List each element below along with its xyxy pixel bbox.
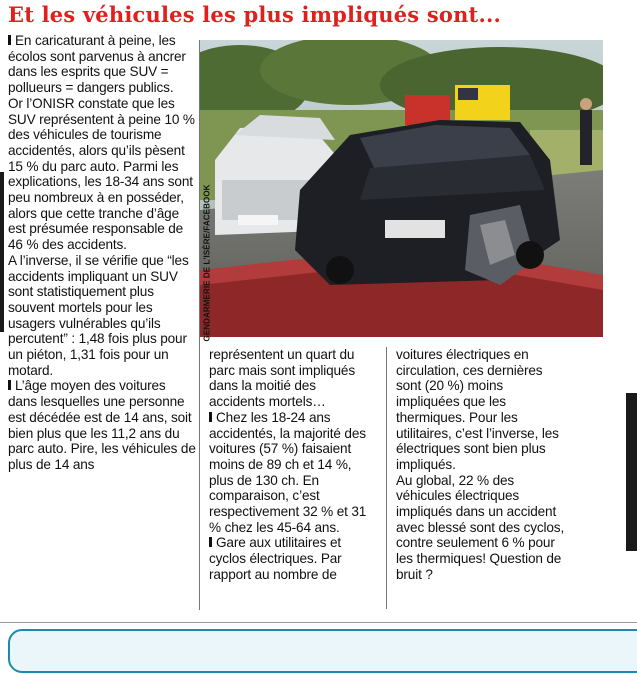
paragraph: En caricaturant à peine, les écolos sont parvenus à ancrer dans les esprits que SUV = pollueurs = dangers publics.	[8, 33, 186, 96]
paragraph: L’âge moyen des voitures dans lesquelles une personne est décédée est de 14 ans, soit bien plus que les 11,2 ans du parc auto. Pire, les véhicules de plus de 14 ans	[8, 378, 196, 472]
paragraph: Gare aux utilitaires et cyclos électriques. Par rapport au nombre de	[209, 535, 342, 582]
column-divider	[386, 347, 387, 609]
paragraph: Or l’ONISR constate que les SUV représentent à peine 10 % des véhicules de tourisme accidentés, alors qu’ils pèsent 15 % du parc auto. Parmi les explications, les 18-34 ans sont peu nombreux à en posséder, alors que cette tranche d’âge est présumée responsable de 46 % des accidents.	[8, 95, 195, 253]
bullet-marker	[209, 537, 212, 547]
crashed-cars-image	[200, 40, 603, 337]
license-plate	[385, 220, 445, 238]
paragraph: Au global, 22 % des véhicules électriques impliqués dans un accident avec blessé sont des cyclos, contre seulement 6 % pour les thermiques! Question de bruit ?	[396, 472, 565, 582]
photo-credit: GENDARMERIE DE L'ISÈRE/FACEBOOK	[202, 184, 212, 342]
bottom-rule	[0, 622, 637, 623]
article-title: Et les véhicules les plus impliqués sont...	[8, 2, 501, 27]
text-column-3	[396, 347, 566, 583]
bullet-marker	[8, 35, 11, 45]
bullet-marker	[209, 412, 212, 422]
paragraph: voitures électriques en circulation, ces dernières sont (20 %) moins impliquées que les thermiques. Pour les utilitaires, c’est l’inverse, les électriques sont bien plus impliqués.	[396, 347, 559, 472]
accident-photo	[200, 40, 603, 337]
right-edge-bar	[626, 393, 637, 551]
text-column-2	[209, 347, 375, 583]
paragraph: Chez les 18-24 ans accidentés, la majorité des voitures (57 %) faisaient moins de 89 ch et 14 %, plus de 130 ch. En comparaison, c’est respectivement 32 % et 31 % chez les 45-64 ans.	[209, 409, 367, 535]
paragraph: A l’inverse, il se vérifie que “les accidents impliquant un SUV sont statistiquement plus souvent mortels pour les usagers vulnérables qu’ils percutent” : 1,48 fois plus pour un piéton, 1,31 fois pour un motard.	[8, 252, 189, 378]
next-article-frame	[8, 629, 637, 673]
bullet-marker	[8, 380, 11, 390]
paragraph: représentent un quart du parc mais sont impliqués dans la moitié des accidents mortels…	[209, 347, 355, 410]
text-column-1	[8, 33, 196, 473]
left-edge-bar	[0, 172, 4, 332]
